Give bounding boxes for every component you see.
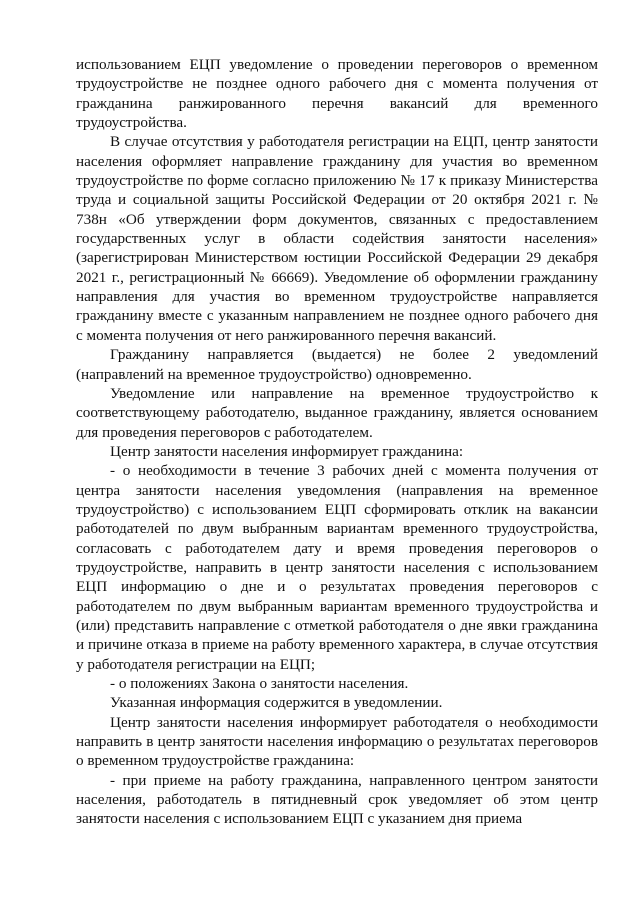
list-item-hiring: - при приеме на работу гражданина, направленного центром занятости населения, работодатель в пятидневный срок уведомляет об этом центр занятости населения с использованием ЕЦП с указанием дня приема bbox=[76, 771, 598, 828]
list-item-necessity: - о необходимости в течение 3 рабочих дней с момента получения от центра занятости населения уведомления (направления на временное трудоустройство) с использованием ЕЦП сформировать отклик на вакансии работодателей по двум выбранным вариантам временного трудоустройства, согласовать с работодателем дату и время проведения переговоров о трудоустройстве, направить в центр занятости населения с использованием ЕЦП информацию о дне и о результатах проведения переговоров с работодателем по двум выбранным вариантам временного трудоустройства и (или) представить направление с отметкой работодателя о дне явки гражданина и причине отказа в приеме на работу временного характера, в случае отсутствия у работодателя регистрации на ЕЦП; bbox=[76, 462, 598, 673]
paragraph-notification-basis: Уведомление или направление на временное трудоустройство к соответствующему работодателю, выданное гражданину, является основанием для проведения переговоров с работодателем. bbox=[76, 384, 598, 441]
paragraph-info-in-notification: Указанная информация содержится в уведомлении. bbox=[110, 694, 443, 712]
paragraph-notification-limit: Гражданину направляется (выдается) не более 2 уведомлений (направлений на временное трудоустройство) одновременно. bbox=[76, 346, 598, 383]
paragraph-informs-citizen: Центр занятости населения информирует гражданина: bbox=[110, 442, 464, 460]
document-page bbox=[76, 55, 598, 829]
paragraph-continuation: использованием ЕЦП уведомление о проведении переговоров о временном трудоустройстве не позднее одного рабочего дня с момента получения от гражданина ранжированного перечня вакансий для временного трудоустройства. bbox=[76, 56, 598, 132]
list-item-law-provisions: - о положениях Закона о занятости населения. bbox=[110, 675, 409, 692]
paragraph-no-registration: В случае отсутствия у работодателя регистрации на ЕЦП, центр занятости населения оформляет направление гражданину для участия во временном трудоустройстве по форме согласно приложению № 17 к приказу Министерства труда и социальной защиты Российской Федерации от 20 октября 2021 г. № 738н «Об утверждении форм документов, связанных с предоставлением государственных услуг в области содействия занятости населения» (зарегистрирован Министерством юстиции Российской Федерации 29 декабря 2021 г., регистрационный № 66669). Уведомление об оформлении гражданину направления для участия во временном трудоустройстве направляется гражданину вместе с указанным направлением не позднее одного рабочего дня с момента получения от него ранжированного перечня вакансий. bbox=[76, 133, 598, 344]
paragraph-informs-employer: Центр занятости населения информирует работодателя о необходимости направить в центр занятости населения информацию о результатах переговоров о временном трудоустройстве гражданина: bbox=[76, 713, 598, 770]
